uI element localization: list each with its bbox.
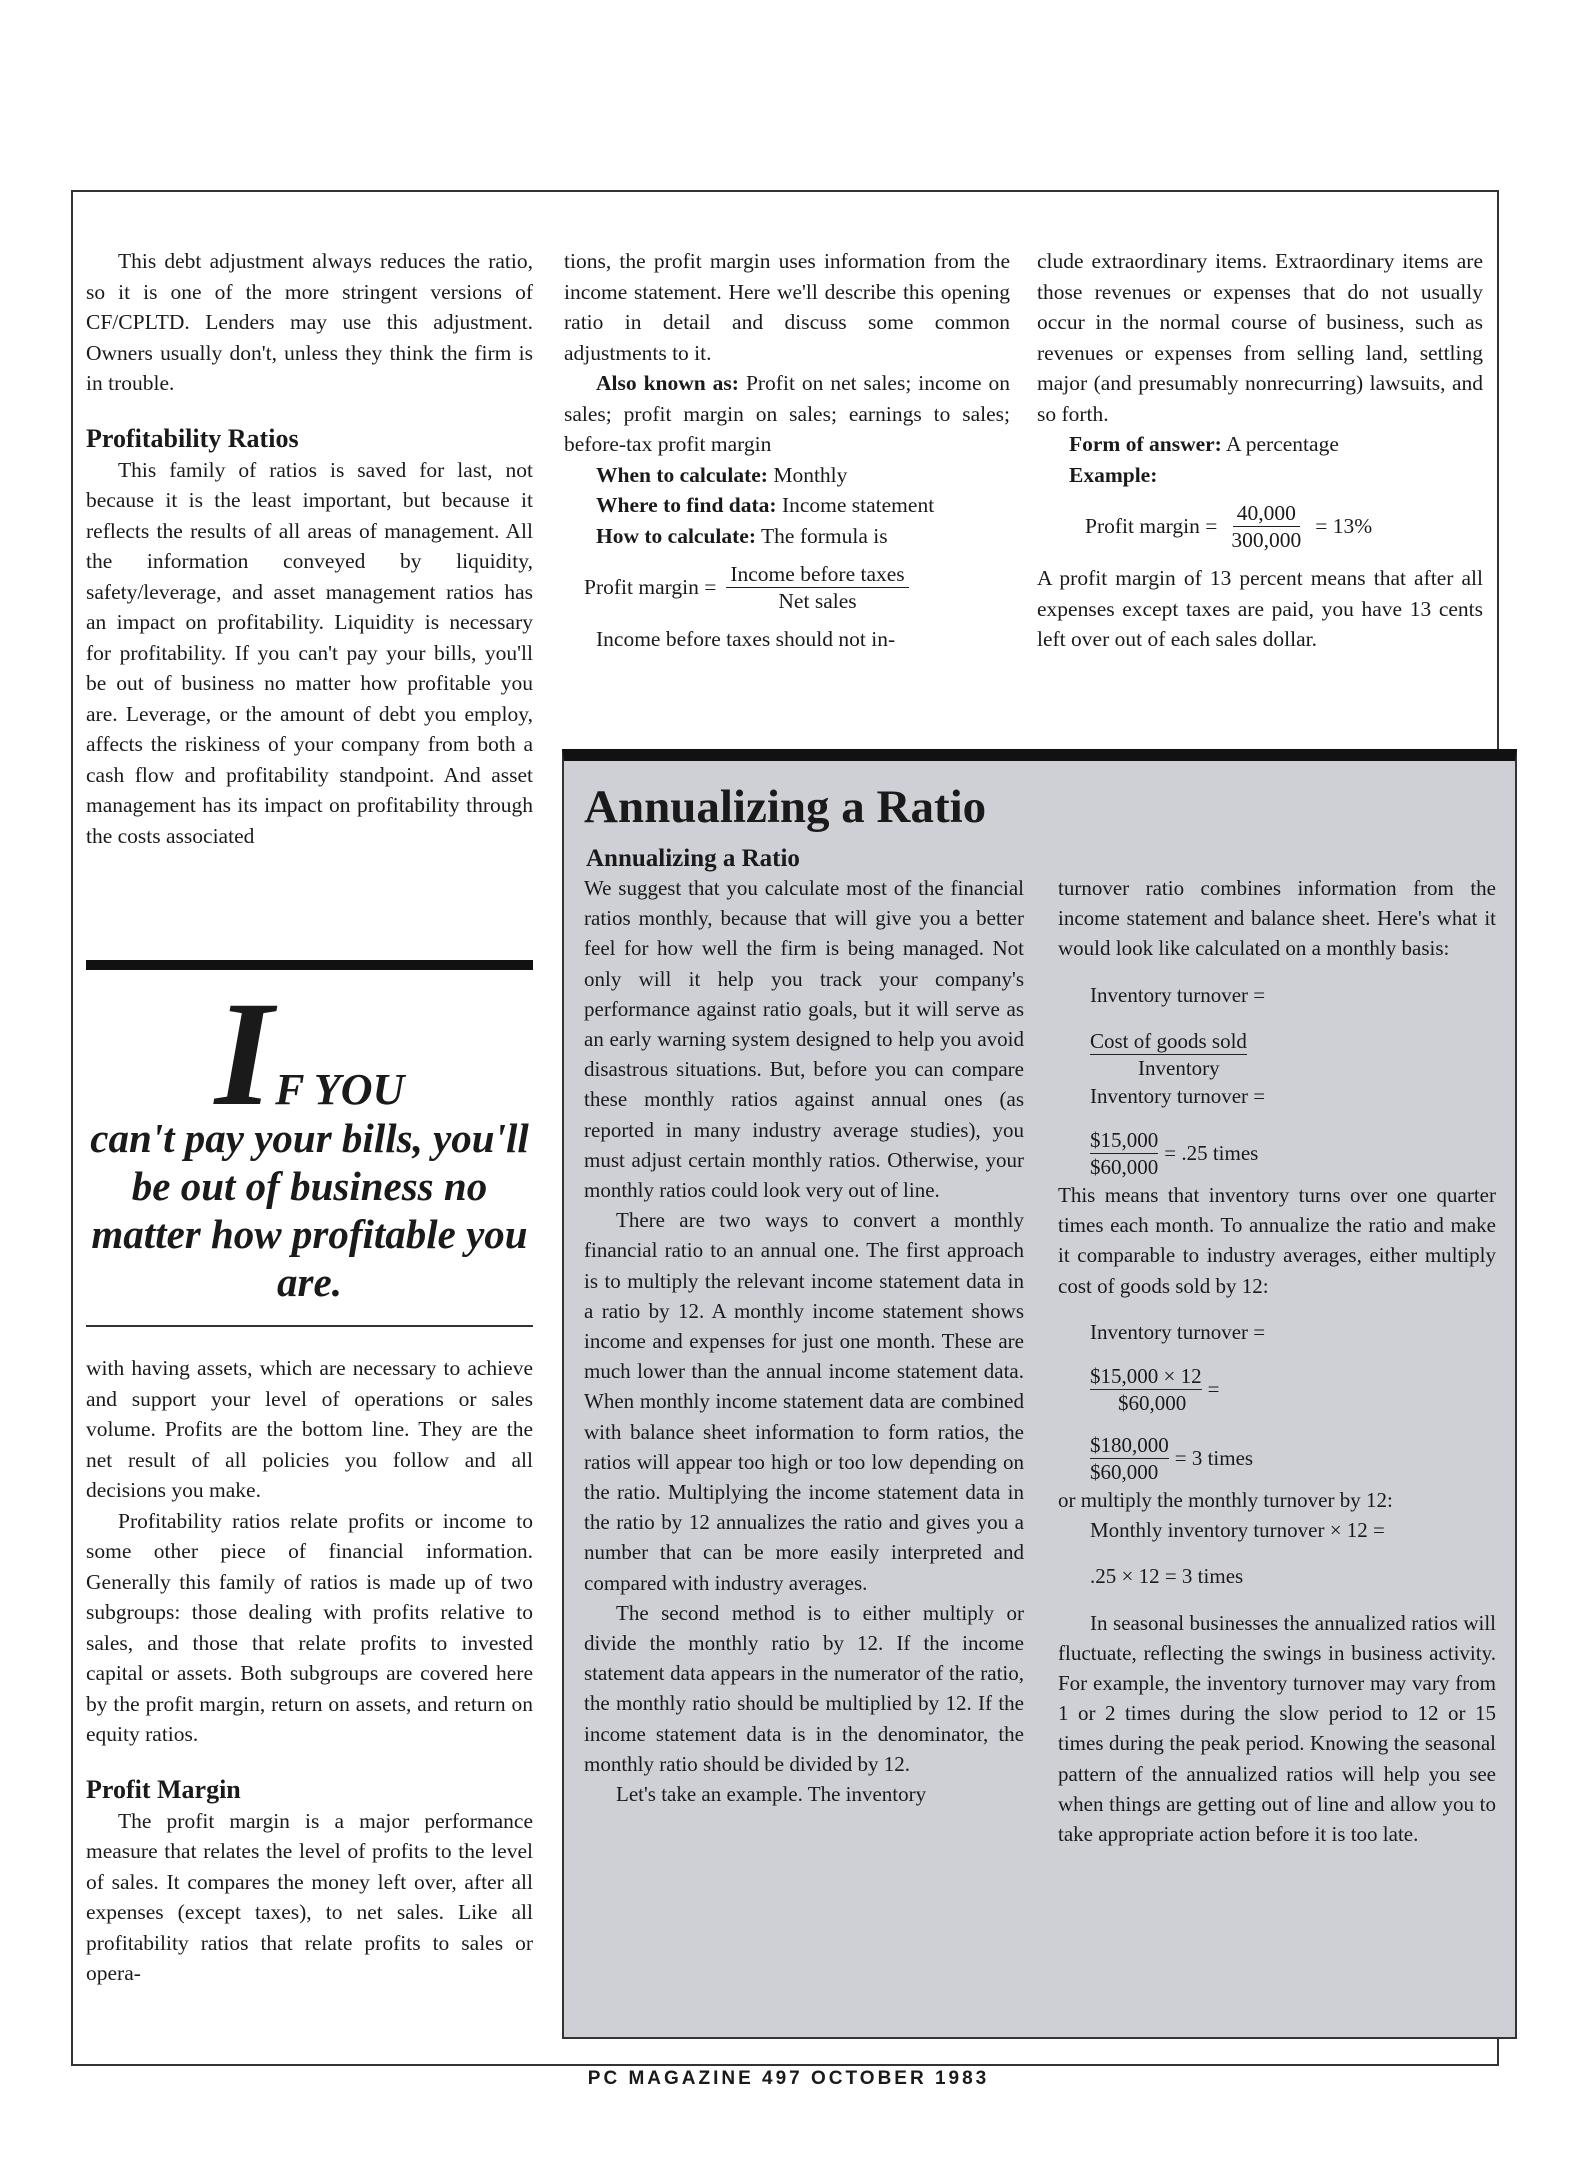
paragraph: There are two ways to convert a monthly financial ratio to an annual one. The first approach is to multiply the relevant income statement data in a ratio by 12. A monthly income statement shows income and expenses for just one month. These are much lower than the annual income statement data. When monthly income statement data are combined with balance sheet information to form ratios, the ratios will appear too high or too low depending on the ratio. Multiplying the income statement data in the ratio by 12 annualizes the ratio and gives you a number that can be more easily interpreted and compared with industry averages. <box>584 1208 1024 1595</box>
example-label: Example: <box>1069 462 1158 487</box>
paragraph: We suggest that you calculate most of the financial ratios monthly, because that will give you a better feel for how well the firm is being managed. Not only will it help you track your company's performance against ratio goals, but it will serve as an early warning system designed to help you avoid disastrous situations. But, before you can compare these monthly ratios against annual ones (as reported in many industry average studies), you must adjust certain monthly ratios. Otherwise, your monthly ratios could look very out of line. <box>584 876 1024 1203</box>
also-known-as: Also known as: Profit on net sales; income on sales; profit margin on sales; earnings to sales; before-tax profit margin <box>564 371 1011 456</box>
fraction: $\frac{\$15,000 \times 12}{\$60,000}$ <box>1090 1364 1202 1416</box>
pullquote-initial: I <box>214 971 274 1137</box>
paragraph: Let's take an example. The inventory <box>616 1782 927 1807</box>
heading-profit-margin: Profit Margin <box>86 1774 241 1804</box>
paragraph: clude extraordinary items. Extraordinary items are those revenues or expenses that do not usually occur in the normal course of business, such as revenues or expenses from selling land, settling major (and presumably nonrecurring) lawsuits, and so forth. <box>1037 249 1483 426</box>
how-to-calculate: How to calculate: The formula is <box>596 523 888 548</box>
paragraph: In seasonal businesses the annualized ratios will fluctuate, reflecting the swings in business activity. For example, the inventory turnover may vary from 1 or 2 times during the slow period to 12 or 15 times during the peak period. Knowing the seasonal pattern of the annualized ratios will help you see when things are getting out of line and allow you to take appropriate action before it is too late. <box>1058 1610 1496 1847</box>
sidebar-subtitle: Annualizing a Ratio <box>586 845 800 872</box>
pullquote-top-rule <box>86 960 533 970</box>
form-of-answer: Form of answer: A percentage <box>1069 432 1339 456</box>
formula-line: Inventory turnover = <box>1090 1083 1266 1108</box>
heading-profitability-ratios: Profitability Ratios <box>86 423 299 453</box>
column-right <box>1037 246 1483 655</box>
fraction: $\frac{\text{Cost of goods sold}}{\text{Inventory}}$ <box>1090 1028 1247 1080</box>
paragraph: turnover ratio combines information from the income statement and balance sheet. Here's what it would look like calculated on a monthly basis: <box>1058 876 1496 961</box>
label: Form of answer: <box>1069 432 1222 456</box>
label: How to calculate: <box>596 523 757 548</box>
label: Where to find data: <box>596 493 777 517</box>
label: Also known as: <box>596 371 739 395</box>
paragraph: tions, the profit margin uses information from the income statement. Here we'll describe this opening ratio in detail and discuss some common adjustments to it. <box>564 249 1010 365</box>
pullquote <box>86 971 533 1306</box>
fraction: $\frac{\$15,000}{\$60,000}$ <box>1090 1128 1159 1180</box>
fraction: $\frac{\$180,000}{\$60,000}$ <box>1090 1433 1169 1485</box>
formula-line: .25 × 12 = 3 times <box>1090 1564 1244 1589</box>
sidebar-column-right: turnover ratio combines information from the income statement and balance sheet. Here's what it would look like calculated on a monthly basis: Inventory turnover = $\frac{\text{Cost of goods sold}}{\text{Inventory}}$ Inventory turnover = $\frac{\$15,000}{\$60,000}$ = .25 times This means that inventory turns over one quarter times each month. To annualize the ratio and make it comparable to industry averages, either multiply cost of goods sold by 12: Inventory turnover = $\frac{\$15,000 \times 12}{\$60,000}$ = $\frac{\$180,000}{\$60,000}$ = 3 times or multiply the monthly turnover by 12: Monthly inventory turnover × 12 = .25 × 12 = 3 times In seasonal businesses the annualized ratios will fluctuate, reflecting the swings in business activity. For example, the inventory turnover may vary from 1 or 2 times during the slow period to 12 or 15 times during the peak period. Knowing the seasonal pattern of the annualized ratios will help you see when things are getting out of line and allow you to take appropriate action before it is too late. <box>1058 873 1496 1849</box>
paragraph: Profitability ratios relate profits or income to some other piece of financial information. Generally this family of ratios is made up of two subgroups: those dealing with profits relative to sales, and those that relate profits to invested capital or assets. Both subgroups are covered here by the profit margin, return on assets, and return on equity ratios. <box>86 1508 533 1746</box>
where-to-find-data: Where to find data: Income statement <box>596 493 935 517</box>
formula-line: Monthly inventory turnover × 12 = <box>1090 1518 1385 1543</box>
paragraph: with having assets, which are necessary to achieve and support your level of operations or sales volume. Profits are the bottom line. They are the net result of all policies you follow and all decisions you make. <box>86 1356 533 1502</box>
sidebar-box <box>562 749 1517 2039</box>
when-to-calculate: When to calculate: Monthly <box>596 462 848 487</box>
pullquote-text: can't pay your bills, you'll be out of business no matter how profitable you are. <box>90 1115 529 1305</box>
profit-margin-formula: Profit margin = $\frac{\text{Income before taxes}}{\text{Net sales}}$ <box>584 561 1010 614</box>
sidebar-title: Annualizing a Ratio <box>584 781 987 833</box>
column-left <box>86 246 533 851</box>
sidebar-column-left <box>584 873 1024 1809</box>
paragraph: or multiply the monthly turnover by 12: <box>1058 1488 1393 1513</box>
label: When to calculate: <box>596 462 768 487</box>
profit-margin-example: Profit margin = $\frac{40,000}{300,000}$ = 13% <box>1085 501 1373 552</box>
pullquote-lead: F YOU <box>275 1065 405 1114</box>
paragraph: A profit margin of 13 percent means that after all expenses except taxes are paid, you have 13 cents left over out of each sales dollar. <box>1037 566 1483 651</box>
formula-line: Inventory turnover = <box>1090 1319 1266 1344</box>
column-middle <box>564 246 1010 655</box>
pullquote-bottom-rule <box>86 1325 533 1327</box>
paragraph: The profit margin is a major performance measure that relates the level of profits to the level of sales. It compares the money left over, after all expenses (except taxes), to net sales. Like all profitability ratios that relate profits to sales or opera- <box>86 1808 533 1985</box>
paragraph: This family of ratios is saved for last, not because it is the least important, but because it reflects the results of all areas of management. All the information conveyed by liquidity, safety/leverage, and asset management ratios has an impact on profitability. Liquidity is necessary for profitability. If you can't pay your bills, you'll be out of business no matter how profitable you are. Leverage, or the amount of debt you employ, affects the riskiness of your company from both a cash flow and profitability standpoint. And asset management has its impact on profitability through the costs associated <box>86 457 533 848</box>
formula-line: Inventory turnover = <box>1090 982 1266 1007</box>
paragraph: The second method is to either multiply or divide the monthly ratio by 12. If the income statement data appears in the numerator of the ratio, the monthly ratio should be multiplied by 12. If the income statement data is in the denominator, the monthly ratio should be divided by 12. <box>584 1600 1024 1776</box>
paragraph: Income before taxes should not in- <box>596 627 896 651</box>
page-footer: PC MAGAZINE 497 OCTOBER 1983 <box>587 2068 990 2089</box>
paragraph: This debt adjustment always reduces the ratio, so it is one of the more stringent versions of CF/CPLTD. Lenders may use this adjustment. Owners usually don't, unless they think the firm is in trouble. <box>86 249 533 395</box>
paragraph: This means that inventory turns over one quarter times each month. To annualize the ratio and make it comparable to industry averages, either multiply cost of goods sold by 12: <box>1058 1183 1496 1298</box>
column-left-continued <box>86 1353 533 1989</box>
